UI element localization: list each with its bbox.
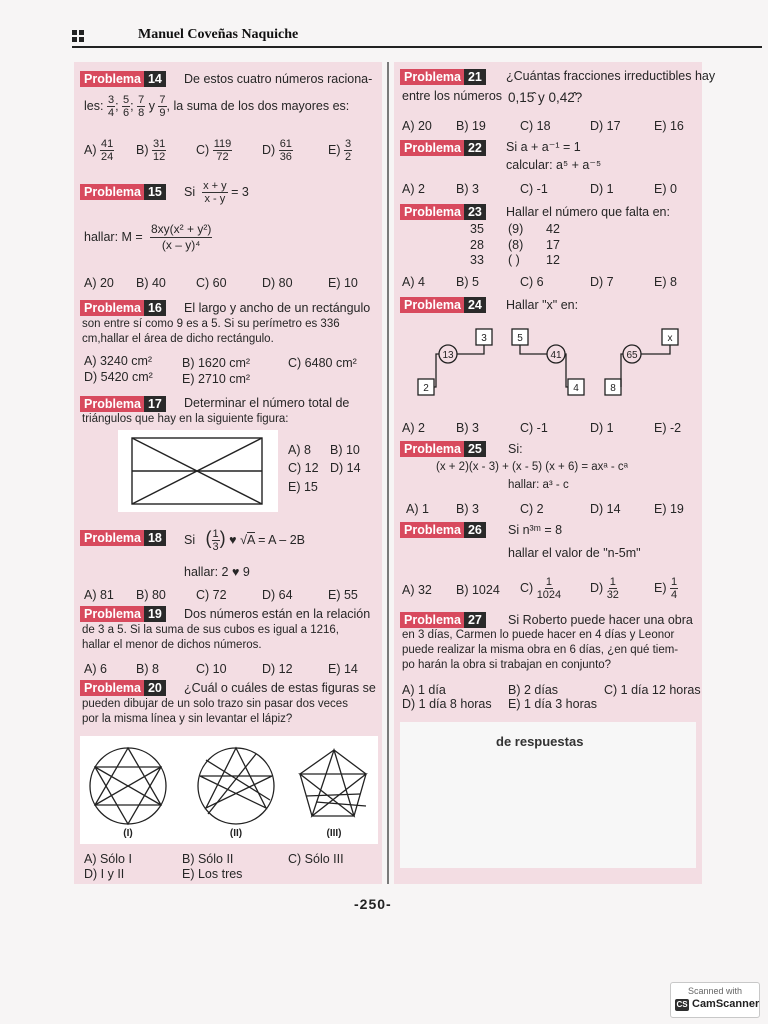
problem-number: 24 [464,297,486,313]
option-b: B) 3 [456,502,479,516]
problem-number: 22 [464,140,486,156]
problem-22-calcular: calcular: a⁵ + a⁻⁵ [506,158,602,172]
problem-17-line1: Determinar el número total de [184,396,350,410]
problem-27-tag [400,612,486,628]
problem-word: Problema [400,204,464,220]
option-e: E) 0 [654,182,677,196]
option-b: B) 5 [456,275,479,289]
option-a: A) 3240 cm² [84,354,153,368]
problem-25-equation: (x + 2)(x - 3) + (x - 5) (x + 6) = axᵃ - cᵃ [436,461,628,473]
problem-25-tag [400,441,486,457]
problem-17-tag [80,396,166,412]
problem-16-tag [80,300,166,316]
problem-27-line1: Si Roberto puede hacer una obra [508,613,693,627]
option-e: E) 1 día 3 horas [508,697,597,711]
problem-word: Problema [400,441,464,457]
option-d: D) 7 [590,275,614,289]
problem-word: Problema [400,140,464,156]
scanner-watermark [670,982,760,1018]
option-e: E) $\frac{3}{2}$ [328,138,352,163]
option-e: E) -2 [654,421,682,435]
fractions-prefix: les: [84,98,104,113]
option-d: D) $\frac{1}{32}$ [590,576,619,601]
problem-number: 21 [464,69,486,85]
option-b: B) Sólo II [182,852,234,866]
option-a: A) 81 [84,588,114,602]
problem-25-si: Si: [508,442,523,456]
problem-24-text: Hallar "x" en: [506,298,579,312]
problem-19-tag [80,606,166,622]
option-a: A) 1 día [402,683,446,697]
problem-number: 26 [464,522,486,538]
option-c: C) -1 [520,182,548,196]
numerator: 5 [123,94,130,106]
problem-word: Problema [80,184,144,200]
option-c: C) 1 día 12 horas [604,683,701,697]
problem-14-fractions: les: $\frac{3}{4}$ ; $\frac{5}{6}$ ; $\frac{7}{8}$ y $\frac{7}{9}$ , la suma de los dos mayores es: [84,94,350,119]
problem-20-line1: ¿Cuál o cuáles de estas figuras se [184,681,376,695]
problem-number: 19 [144,606,166,622]
number-row: 35 (9) 42 [470,222,560,236]
author-name: Manuel Coveñas Naquiche [138,27,299,42]
number-row: 28 (8) 17 [470,238,560,252]
option-c: C) 72 [196,588,227,602]
problem-word: Problema [400,69,464,85]
option-e: E) 15 [288,480,318,494]
option-e: E) 2710 cm² [182,372,251,386]
problem-number: 27 [464,612,486,628]
problem-number: 23 [464,204,486,220]
option-e: E) Los tres [182,867,243,881]
option-d: D) 1 día 8 horas [402,697,492,711]
option-c: C) 18 [520,119,551,133]
option-d: D) 14 [590,502,621,516]
option-d: D) 17 [590,119,621,133]
option-d: D) 1 [590,421,614,435]
box-value: x [667,333,673,344]
option-b: B) 1024 [456,583,500,597]
page-header [72,24,762,48]
problem-21-tag [400,69,486,85]
figure-label-2: (II) [229,828,243,839]
problem-15-hallar: hallar: M = [84,230,143,244]
option-d: D) 64 [262,588,293,602]
fraction [122,94,130,119]
fraction [137,94,145,119]
option-b: B) 2 días [508,683,559,697]
option-d: D) 5420 cm² [84,370,153,384]
option-b: B) 19 [456,119,486,133]
option-b: B) 80 [136,588,166,602]
problem-26-equation: Si n³ᵐ = 8 [508,523,563,537]
box-value: 8 [610,383,616,394]
problem-number: 25 [464,441,486,457]
problem-21-numbers: 0,15̂ y 0,42̂? [508,90,583,105]
problem-15-condition: Si $\frac{x + y}{x - y}$ = 3 [184,180,249,205]
column-divider [387,62,389,884]
option-e: E) 8 [654,275,677,289]
problem-number: 15 [144,184,166,200]
problem-number: 18 [144,530,166,546]
box-value: 3 [481,333,487,344]
problem-23-tag [400,204,486,220]
option-d: D) I y II [84,867,125,881]
option-a: A) 20 [402,119,432,133]
problem-23-text: Hallar el número que falta en: [506,205,670,219]
option-d: D) 14 [330,461,361,475]
option-a: A) 4 [402,275,425,289]
option-b: B) 10 [330,443,360,457]
problem-26-tag [400,522,486,538]
option-c: C) 6480 cm² [288,356,357,370]
option-a: A) 2 [402,421,425,435]
option-c: C) 12 [288,461,319,475]
option-a: A) 1 [406,502,429,516]
option-c: C) $\frac{119}{72}$ [196,138,232,163]
problem-number: 17 [144,396,166,412]
problem-word: Problema [400,297,464,313]
figures-diagram [80,736,378,844]
numerator: 3 [107,94,115,106]
scanner-name: CamScanner [692,998,760,1010]
answers-title: de respuestas [496,734,584,749]
option-e: E) 19 [654,502,684,516]
problem-number: 16 [144,300,166,316]
option-e: E) 10 [328,276,358,290]
problem-22-equation: Si a + a⁻¹ = 1 [506,140,581,154]
problem-24-tag [400,297,486,313]
numerator: 7 [159,94,166,106]
option-e: E) 55 [328,588,358,602]
problem-18-tag [80,530,166,546]
problem-17-line2: triángulos que hay en la siguiente figura: [82,413,289,425]
option-a: A) Sólo I [84,852,132,866]
problem-number: 20 [144,680,166,696]
camscanner-icon: CS [676,1000,688,1009]
problem-27-line3: puede realizar la misma obra en 6 días, ¿en qué tiem- [402,644,679,656]
box-value: 4 [573,383,579,394]
problem-word: Problema [80,71,144,87]
problem-word: Problema [80,680,144,696]
box-value: 5 [517,333,523,344]
answers-panel [400,722,696,868]
option-c: C) 2 [520,502,544,516]
option-b: B) 1620 cm² [182,356,251,370]
fraction [158,94,166,119]
option-c: C) 6 [520,275,544,289]
problem-19-line2: de 3 a 5. Si la suma de sus cubos es igual a 1216, [82,624,339,636]
figure-label-3: (III) [326,828,342,839]
problem-26-hallar: hallar el valor de "n-5m" [508,546,641,560]
problem-16-line3: cm,hallar el área de dicho rectángulo. [82,333,274,345]
denominator: 8 [138,107,145,119]
option-b: B) 3 [456,421,479,435]
circle-value: 41 [550,350,562,361]
option-a: A) 20 [84,276,114,290]
option-c: C) 10 [196,662,227,676]
box-value: 2 [423,383,429,394]
option-d: D) 12 [262,662,293,676]
number-row: 33 ( ) 12 [470,253,560,267]
problem-18-condition: Si ( $\frac{1}{3}$ ) ♥ √A = A – 2B [184,527,305,553]
option-b: B) $\frac{31}{12}$ [136,138,166,163]
option-c: C) $\frac{1}{1024}$ [520,576,562,601]
circle-value: 65 [626,350,638,361]
option-d: D) $\frac{61}{36}$ [262,138,292,163]
problem-27-line4: po harán la obra si trabajan en conjunto? [402,659,612,671]
option-e: E) 16 [654,119,684,133]
problem-20-line2: pueden dibujar de un solo trazo sin pasar dos veces [82,698,348,710]
problem-15-tag [80,184,166,200]
option-a: A) 32 [402,583,432,597]
problem-16-line1: El largo y ancho de un rectángulo [184,301,371,315]
problem-19-line1: Dos números están en la relación [184,607,371,621]
fraction [107,94,115,119]
problem-15-formula: $\frac{\text{8xy(x² + y²)}}{\text{(x – y)⁴}}$ [151,222,212,252]
scanner-caption: Scanned with [687,986,743,996]
problem-21-line1: ¿Cuántas fracciones irreductibles hay [506,69,716,83]
problem-14-tag [80,71,166,87]
denominator: 4 [107,107,115,119]
denominator: 9 [159,107,166,119]
problem-16-line2: son entre sí como 9 es a 5. Si su perímetro es 336 [82,318,340,330]
problem-number: 14 [144,71,166,87]
problem-word: Problema [400,612,464,628]
option-a: A) 6 [84,662,107,676]
problem-20-tag [80,680,166,696]
circle-value: 13 [442,350,454,361]
circles-boxes-figure [400,316,696,402]
problem-word: Problema [80,606,144,622]
problem-19-line3: hallar el menor de dichos números. [82,639,262,651]
figure-label-1: (I) [123,828,133,839]
denominator: 6 [123,107,130,119]
option-c: C) 60 [196,276,227,290]
option-c: C) -1 [520,421,548,435]
problem-14-text: De estos cuatro números raciona- [184,72,373,86]
problem-word: Problema [80,530,144,546]
problem-27-line2: en 3 días, Carmen lo puede hacer en 4 días y Leonor [402,629,675,641]
option-b: B) 8 [136,662,159,676]
option-b: B) 40 [136,276,166,290]
triangle-figure [118,430,278,512]
option-d: D) 80 [262,276,293,290]
problem-word: Problema [400,522,464,538]
fractions-suffix: , la suma de los dos mayores es: [166,98,350,113]
option-a: A) 8 [288,443,311,457]
problem-22-tag [400,140,486,156]
option-e: E) $\frac{1}{4}$ [654,576,678,601]
problem-20-line3: por la misma línea y sin levantar el lápiz? [82,713,293,725]
numerator: 7 [138,94,145,106]
problem-25-hallar: hallar: a³ - c [508,479,569,491]
problem-word: Problema [80,300,144,316]
option-d: D) 1 [590,182,614,196]
option-e: E) 14 [328,662,358,676]
problem-21-line2: entre los números [402,89,503,103]
option-b: B) 3 [456,182,479,196]
option-a: A) 2 [402,182,425,196]
page-number: -250- [354,896,392,912]
option-a: A) $\frac{41}{24}$ [84,138,114,163]
grid-icon [72,30,84,42]
option-c: C) Sólo III [288,852,344,866]
problem-word: Problema [80,396,144,412]
problem-18-hallar: hallar: 2 ♥ 9 [184,565,250,579]
